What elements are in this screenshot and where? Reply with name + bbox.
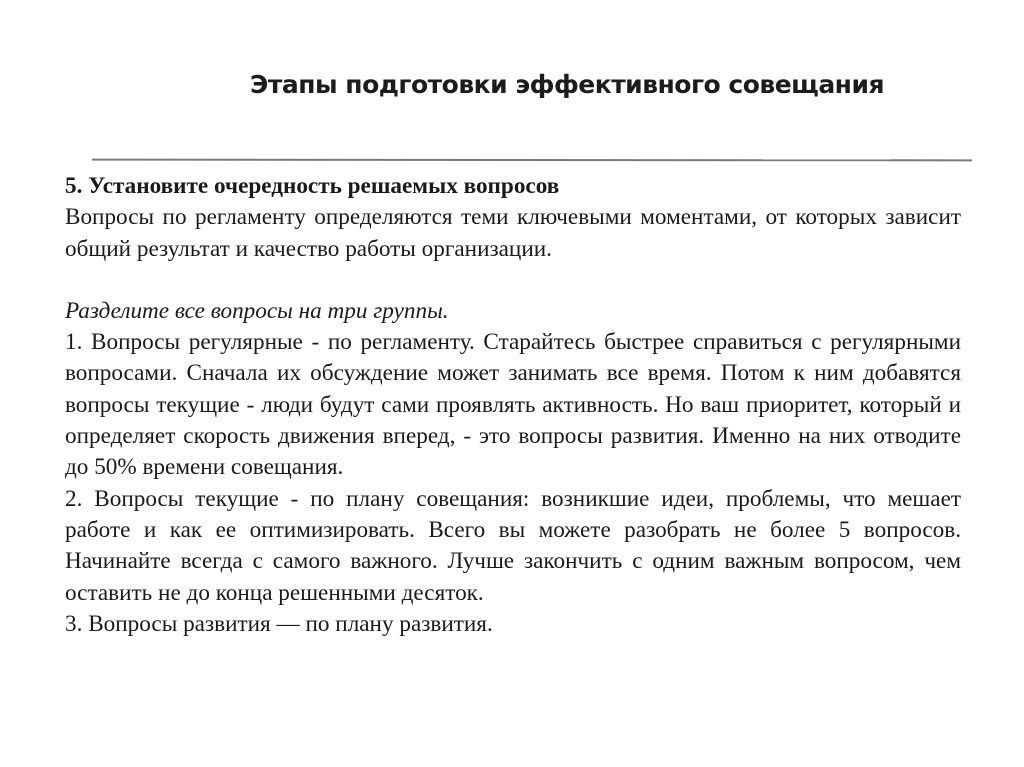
list-item-text: Вопросы развития — по плану развития. bbox=[88, 610, 493, 637]
list-item-text: Вопросы текущие - по плану совещания: возникшие идеи, проблемы, что мешает работе и как ее оптимизировать. Всего вы можете разобрать не более 5 вопросов. Начинайте всегда с самого важного. Лучше закончить с одним важным вопросом, чем оставить не до конца решенными десяток. bbox=[65, 485, 961, 606]
list-item bbox=[65, 484, 961, 609]
title-divider bbox=[92, 159, 972, 162]
list-item-number: 3. bbox=[65, 610, 83, 637]
groups-caption: Разделите все вопросы на три группы. bbox=[65, 297, 449, 324]
list-item-number: 1. bbox=[65, 329, 83, 356]
intro-paragraph: Вопросы по регламенту определяются теми ключевыми моментами, от которых зависит общий результат и качество работы организации. bbox=[65, 204, 961, 262]
list-item-text: Вопросы регулярные - по регламенту. Старайтесь быстрее справиться с регулярными вопросами. Сначала их обсуждение может занимать все время. Потом к ним добавятся вопросы текущие - люди будут сами проявлять активность. Но ваш приоритет, который и определяет скорость движения вперед, - это вопросы развития. Именно на них отводите до 50% времени совещания. bbox=[65, 329, 962, 481]
list-item bbox=[65, 609, 961, 640]
section-heading: 5. Установите очередность решаемых вопросов bbox=[65, 173, 560, 199]
slide-title: Этапы подготовки эффективного совещания bbox=[250, 70, 885, 99]
paragraph-spacer bbox=[65, 265, 961, 296]
list-item-number: 2. bbox=[65, 485, 83, 512]
slide-content bbox=[65, 171, 961, 640]
list-item bbox=[65, 327, 961, 483]
